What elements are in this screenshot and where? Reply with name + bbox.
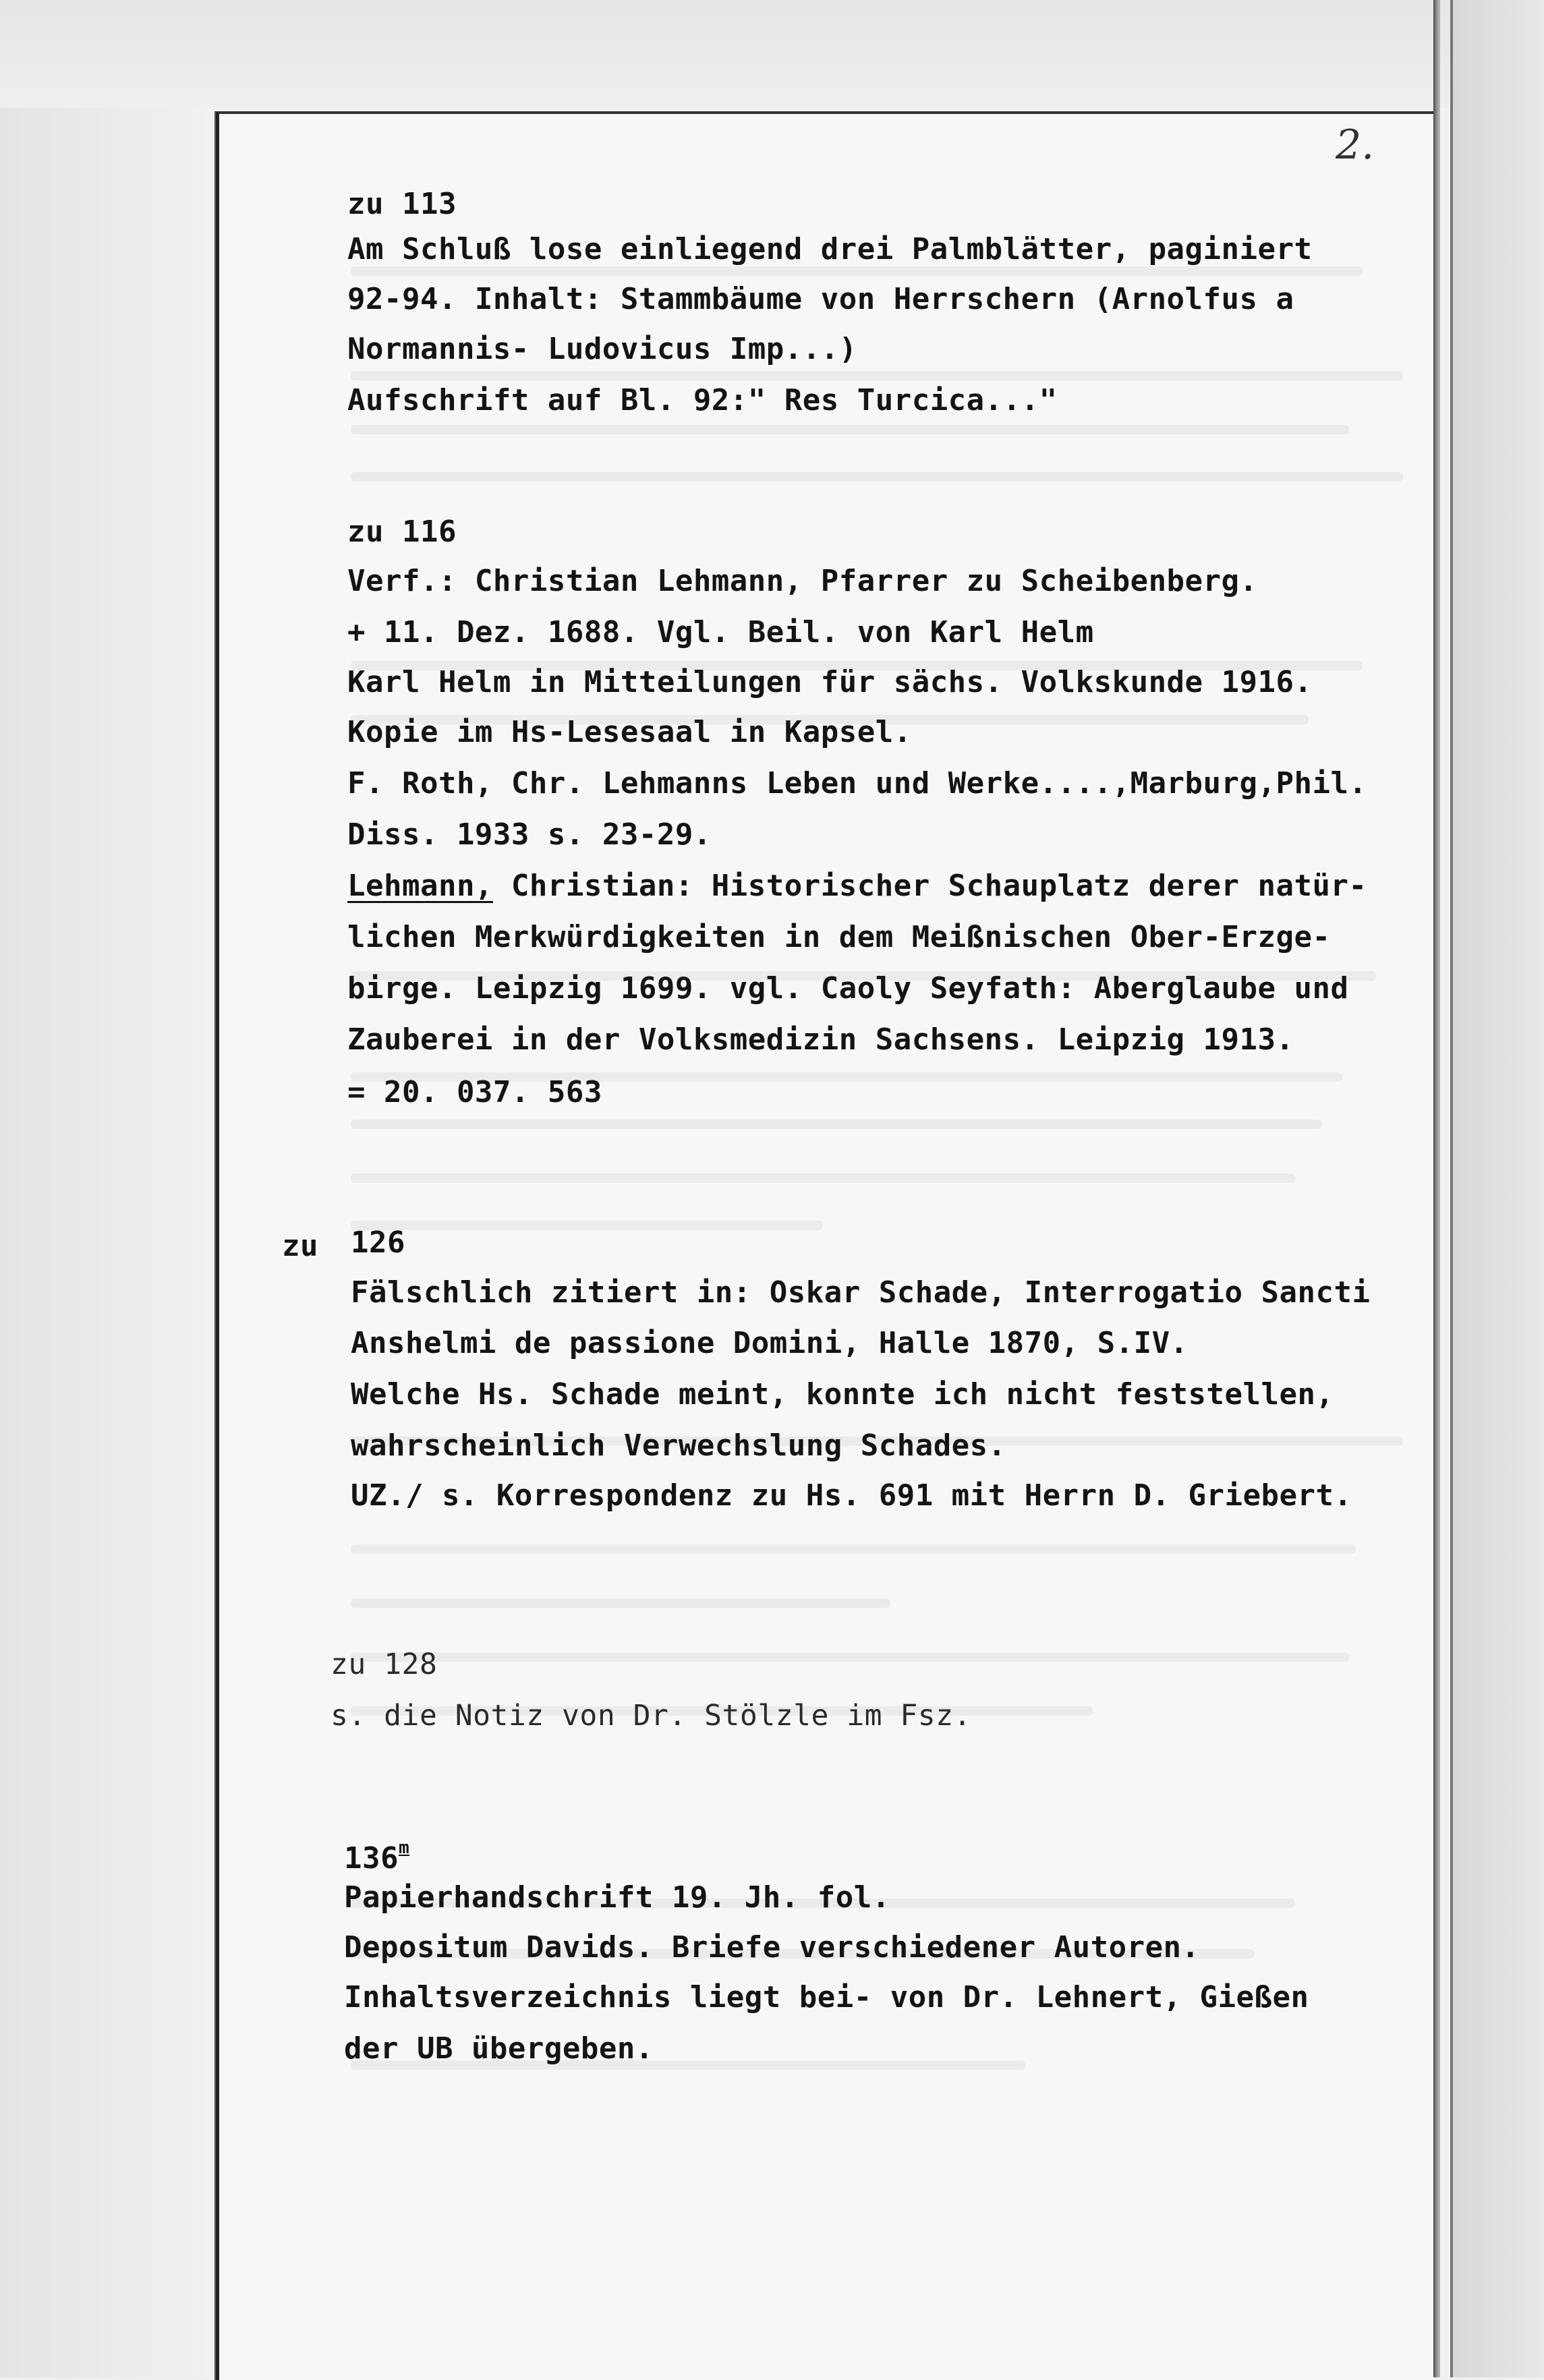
entry-line: UZ./ s. Korrespondenz zu Hs. 691 mit Herrn D. Griebert. — [351, 1478, 1352, 1513]
bleed-through-line — [351, 371, 1403, 380]
bleed-through-line — [351, 425, 1349, 434]
entry-line: Aufschrift auf Bl. 92:" Res Turcica..." — [347, 383, 1058, 417]
entry-line-lehmann — [347, 867, 1367, 905]
entry-line: birge. Leipzig 1699. vgl. Caoly Seyfath: Aberglaube und — [347, 971, 1349, 1006]
entry-line: lichen Merkwürdigkeiten in dem Meißnischen Ober-Erzge- — [347, 920, 1331, 954]
entry-number: 136 — [344, 1841, 399, 1876]
entry-line-rest: Christian: Historischer Schauplatz derer natür- — [492, 869, 1367, 903]
entry-line: Fälschlich zitiert in: Oskar Schade, Interrogatio Sancti — [351, 1275, 1371, 1310]
entry-line: Verf.: Christian Lehmann, Pfarrer zu Scheibenberg. — [347, 564, 1258, 598]
entry-line: Inhaltsverzeichnis liegt bei- von Dr. Lehnert, Gießen — [344, 1980, 1309, 2014]
entry-line: der UB übergeben. — [344, 2031, 654, 2066]
bleed-through-line — [351, 1221, 823, 1230]
underlying-page-strip — [1453, 0, 1544, 2377]
top-shadow — [0, 0, 1544, 108]
entry-line: Am Schluß lose einliegend drei Palmblätter, paginiert — [347, 232, 1313, 266]
entry-line: Kopie im Hs-Lesesaal in Kapsel. — [347, 715, 912, 749]
entry-line: Karl Helm in Mitteilungen für sächs. Volkskunde 1916. — [347, 665, 1313, 699]
entry-line: Welche Hs. Schade meint, konnte ich nicht feststellen, — [351, 1377, 1334, 1412]
entry-line: = 20. 037. 563 — [347, 1075, 602, 1109]
entry-heading: zu 128 — [331, 1648, 438, 1681]
entry-line: Anshelmi de passione Domini, Halle 1870, S.IV. — [351, 1326, 1189, 1360]
entry-line: Zauberei in der Volksmedizin Sachsens. Leipzig 1913. — [347, 1022, 1294, 1057]
entry-line: s. die Notiz von Dr. Stölzle im Fsz. — [331, 1699, 971, 1733]
entry-line: + 11. Dez. 1688. Vgl. Beil. von Karl Helm — [347, 615, 1094, 649]
bleed-through-line — [351, 1544, 1356, 1554]
page-edge-dark — [1433, 0, 1440, 2377]
entry-heading: zu 116 — [347, 515, 457, 549]
entry-line: 92-94. Inhalt: Stammbäume von Herrschern (Arnolfus a — [347, 282, 1294, 316]
entry-heading-prefix: zu — [282, 1229, 318, 1263]
bleed-through-line — [351, 472, 1403, 482]
bleed-through-line — [351, 1652, 1349, 1662]
entry-heading — [344, 1829, 409, 1878]
left-margin-shadow — [0, 0, 202, 2377]
entry-heading: zu 113 — [347, 187, 457, 221]
bleed-through-line — [351, 1120, 1322, 1129]
entry-heading-number: 126 — [351, 1225, 405, 1260]
entry-line: Papierhandschrift 19. Jh. fol. — [344, 1880, 890, 1915]
entry-line: Depositum Davids. Briefe verschiedener Autoren. — [344, 1930, 1200, 1965]
entry-line: Diss. 1933 s. 23-29. — [347, 817, 712, 852]
bleed-through-line — [351, 1173, 1295, 1183]
underlined-name: Lehmann, — [347, 869, 493, 903]
entry-line: wahrscheinlich Verwechslung Schades. — [351, 1428, 1006, 1463]
page-number: 2. — [1336, 121, 1375, 169]
page-edge-line — [1450, 0, 1453, 2377]
entry-line: Normannis- Ludovicus Imp...) — [347, 332, 857, 366]
bleed-through-line — [351, 1598, 890, 1608]
entry-superscript: m — [398, 1838, 410, 1858]
entry-line: F. Roth, Chr. Lehmanns Leben und Werke....,Marburg,Phil. — [347, 766, 1367, 801]
